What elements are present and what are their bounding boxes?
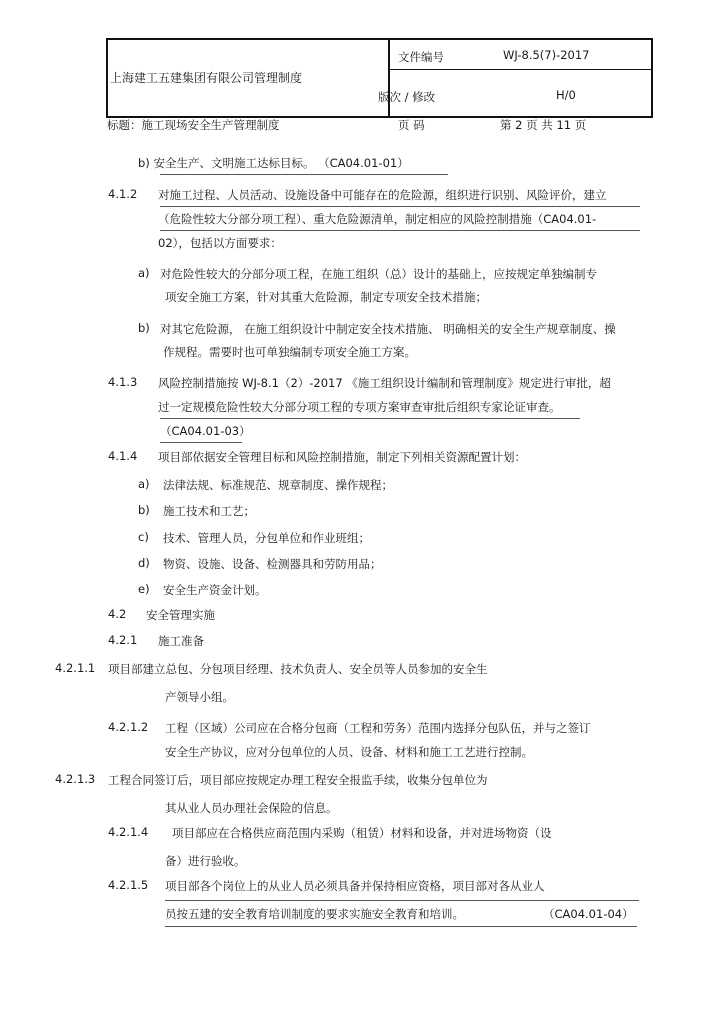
paragraph-line: 项安全施工方案，针对其重大危险源，制定专项安全技术措施； [165, 290, 487, 304]
paragraph-line: 其从业人员办理社会保险的信息。 [165, 801, 338, 815]
paragraph-line: 对施工过程、人员活动、设施设备中可能存在的危险源，组织进行识别、风险评价，建立 [158, 188, 607, 202]
header-divider-horizontal [388, 69, 651, 70]
paragraph-line: 风险控制措施按 WJ-8.1（2）-2017 《施工组织设计编制和管理制度》规定进行审批，超 [158, 376, 611, 390]
paragraph-line: 项目部依据安全管理目标和风险控制措施，制定下列相关资源配置计划： [158, 450, 526, 464]
company-name: 上海建工五建集团有限公司管理制度 [110, 71, 303, 85]
paragraph-line: 员按五建的安全教育培训制度的要求实施安全教育和培训。 [165, 907, 464, 921]
underline [165, 900, 639, 901]
list-item: 施工技术和工艺； [163, 504, 255, 518]
list-marker: e) [138, 582, 150, 596]
paragraph-line: 备）进行验收。 [165, 854, 246, 868]
reference-code: （CA04.01-03） [160, 424, 251, 438]
list-marker: d) [138, 556, 150, 570]
doc-no-label: 文件编号 [398, 50, 444, 64]
paragraph-line: 安全生产协议，应对分包单位的人员、设备、材料和施工工艺进行控制。 [165, 745, 533, 759]
underline [165, 926, 637, 927]
section-heading: 施工准备 [158, 634, 204, 648]
section-number: 4.1.4 [108, 449, 138, 463]
section-number: 4.1.3 [108, 375, 138, 389]
page-label: 页 码 [398, 118, 425, 132]
list-marker: c) [138, 530, 149, 544]
underline [160, 174, 448, 175]
paragraph-line: 对其它危险源， 在施工组织设计中制定安全技术措施、 明确相关的安全生产规章制度、操 [160, 322, 616, 336]
list-item: 物资、设施、设备、检测器具和劳防用品； [163, 557, 382, 571]
paragraph-line: 作规程。需要时也可单独编制专项安全施工方案。 [163, 345, 416, 359]
section-number: 4.2.1.5 [108, 878, 149, 892]
list-marker: b) [138, 321, 150, 335]
goal-item-b: b) 安全生产、文明施工达标目标。 （CA04.01-01） [138, 156, 409, 170]
list-item: 法律法规、标准规范、规章制度、操作规程； [163, 478, 393, 492]
list-marker: a) [138, 266, 150, 280]
reference-code: （CA04.01-04） [543, 907, 634, 921]
section-number: 4.2.1.4 [108, 825, 149, 839]
version-value: H/0 [556, 88, 576, 102]
list-marker: a) [138, 477, 150, 491]
page-info: 第 2 页 共 11 页 [500, 118, 587, 132]
title-label: 标题：施工现场安全生产管理制度 [107, 118, 280, 132]
section-number: 4.2.1.1 [55, 661, 96, 675]
section-number: 4.1.2 [108, 187, 138, 201]
version-label: 版次 / 修改 [378, 90, 436, 104]
paragraph-line: 02），包括以方面要求： [158, 236, 282, 250]
underline [160, 206, 640, 207]
section-number: 4.2.1.2 [108, 720, 149, 734]
paragraph-line: 项目部各个岗位上的从业人员必须具备并保持相应资格，项目部对各从业人 [165, 879, 545, 893]
paragraph-line: 产领导小组。 [165, 690, 234, 704]
underline [160, 230, 640, 231]
paragraph-line: 工程（区域）公司应在合格分包商（工程和劳务）范围内选择分包队伍，并与之签订 [165, 721, 591, 735]
paragraph-line: 项目部建立总包、分包项目经理、技术负责人、安全员等人员参加的安全生 [108, 662, 488, 676]
list-item: 技术、管理人员，分包单位和作业班组； [163, 531, 370, 545]
section-number: 4.2.1.3 [55, 772, 96, 786]
list-item: 安全生产资金计划。 [163, 583, 267, 597]
paragraph-line: （危险性较大分部分项工程）、重大危险源清单，制定相应的风险控制措施（CA04.01- [158, 212, 597, 226]
section-number: 4.2.1 [108, 633, 138, 647]
paragraph-line: 项目部应在合格供应商范围内采购（租赁）材料和设备，并对进场物资（设 [172, 826, 552, 840]
paragraph-line: 对危险性较大的分部分项工程，在施工组织（总）设计的基础上，应按规定单独编制专 [160, 267, 597, 281]
underline [160, 442, 242, 443]
doc-no-value: WJ-8.5(7)-2017 [503, 48, 590, 62]
paragraph-line: 工程合同签订后，项目部应按规定办理工程安全报监手续，收集分包单位为 [108, 773, 488, 787]
section-heading: 安全管理实施 [146, 608, 215, 622]
section-number: 4.2 [108, 607, 127, 621]
list-marker: b) [138, 503, 150, 517]
underline [160, 418, 580, 419]
paragraph-line: 过一定规模危险性较大分部分项工程的专项方案审查审批后组织专家论证审查。 [158, 400, 561, 414]
